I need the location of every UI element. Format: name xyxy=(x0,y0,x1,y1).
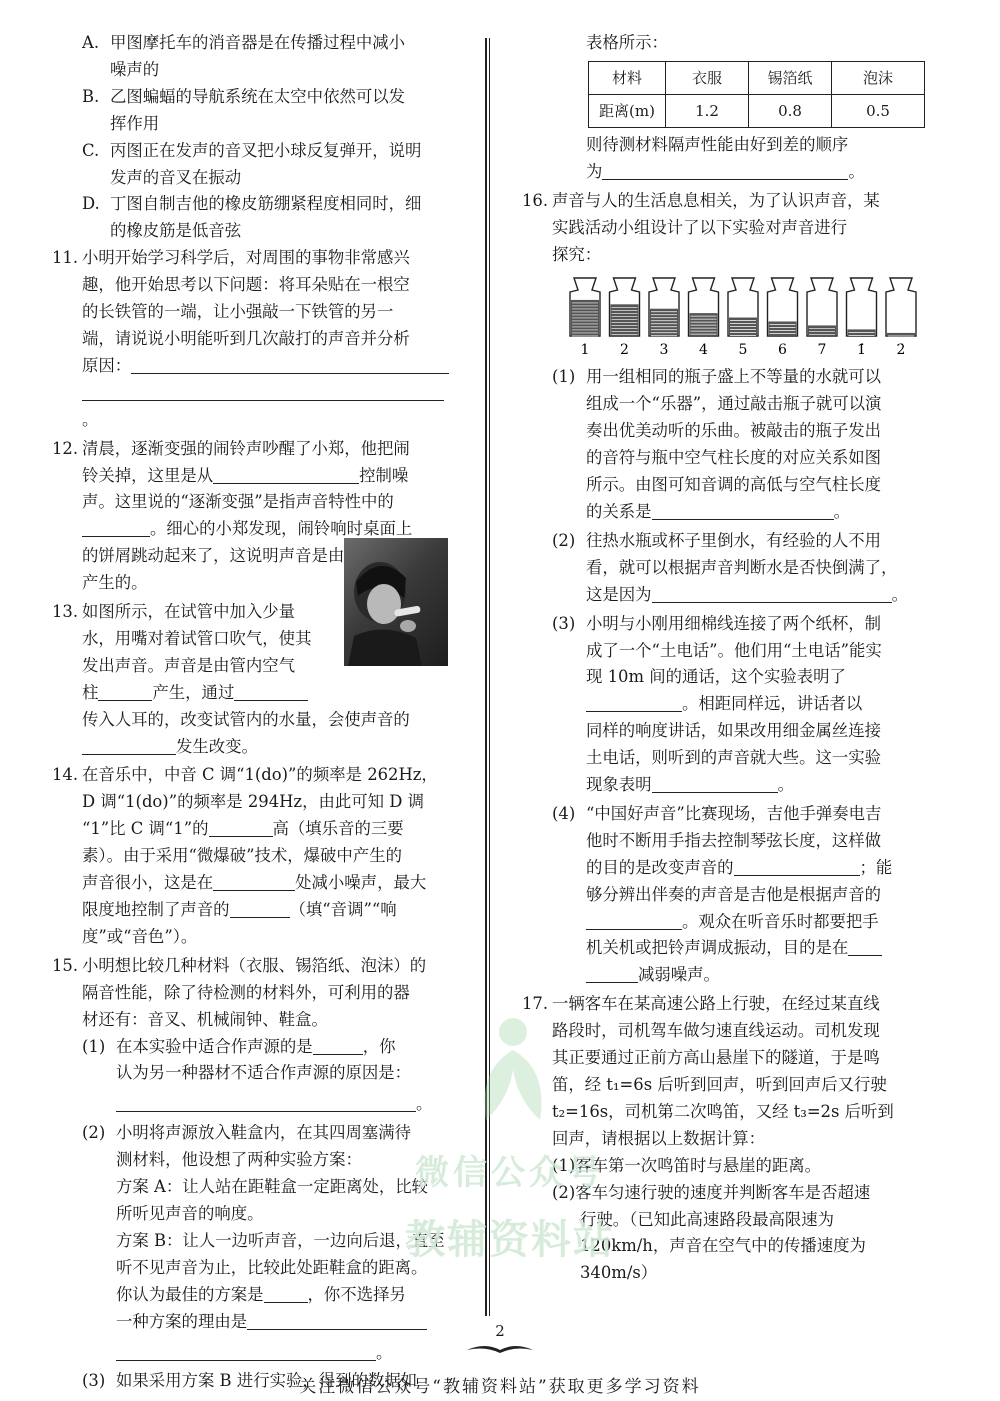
question-line: 产生，通过 xyxy=(152,682,235,702)
question-line: 实践活动小组设计了以下实验对声音进行 xyxy=(552,217,848,237)
bottle-label: 5 xyxy=(738,342,748,359)
answer-blank[interactable] xyxy=(586,911,682,930)
question-13-continued xyxy=(52,707,452,761)
question-line: ；能 xyxy=(859,857,893,877)
question-line: 水，用嘴对着试管口吹气，使其 xyxy=(82,628,312,648)
bottle-label: 3 xyxy=(659,342,669,359)
question-line: 小明将声源放入鞋盒内，在其四周塞满待 xyxy=(116,1123,412,1143)
question-number: 13. xyxy=(52,602,79,622)
question-line: 同样的响度讲话，如果改用细金属丝连接 xyxy=(586,721,882,741)
question-line: “中国好声音”比赛现场，吉他手弹奏电吉 xyxy=(586,803,882,823)
question-16-part-2 xyxy=(522,528,927,609)
bottle-label: 4 xyxy=(699,342,708,359)
question-line: 发生改变。 xyxy=(176,736,258,756)
option-label: B. xyxy=(82,86,100,106)
answer-blank[interactable] xyxy=(230,899,290,918)
water-level xyxy=(887,333,915,336)
question-line: ，你 xyxy=(362,1036,396,1056)
answer-blank[interactable] xyxy=(652,501,834,520)
question-15-part-3-continued xyxy=(522,132,927,186)
option-text: 噪声的 xyxy=(110,59,160,79)
material-table xyxy=(588,61,925,128)
question-line: 隔音性能，除了待检测的材料外，可利用的器 xyxy=(82,982,410,1002)
answer-blank[interactable] xyxy=(234,682,308,701)
question-line: 够分辨出伴奏的声音是吉他是根据声音的 xyxy=(586,884,882,904)
watermark-text: 微信公众号 xyxy=(415,1153,605,1193)
bottle-label: 2 xyxy=(620,342,629,359)
question-line: 为 xyxy=(586,161,603,181)
question-16 xyxy=(522,188,927,269)
question-line: 小明开始学习科学后，对周围的事物非常感兴 xyxy=(82,248,410,268)
question-line: 成了一个“土电话”。他们用“土电话”能实 xyxy=(586,640,882,660)
question-line: 原因： xyxy=(82,355,132,375)
question-line: 素）。由于采用“微爆破”技术，爆破中产生的 xyxy=(82,846,402,866)
photo-illustration xyxy=(344,538,448,666)
bottle xyxy=(768,278,798,358)
question-line: 如果采用方案 B 进行实验，得到的数据如 xyxy=(116,1371,418,1391)
bottle xyxy=(610,278,640,358)
question-number: 12. xyxy=(52,438,79,458)
question-line: 现象表明 xyxy=(586,775,652,795)
punctuation: 。 xyxy=(777,775,794,795)
question-line: 笛，经 t₁=6s 后听到回声，听到回声后又行驶 xyxy=(552,1075,887,1094)
question-line: 的目的是改变声音的 xyxy=(586,857,734,877)
question-16-part-3 xyxy=(522,611,927,799)
answer-blank[interactable] xyxy=(213,872,295,891)
right-column xyxy=(522,30,927,1287)
option-text: 的橡皮筋是低音弦 xyxy=(110,221,242,241)
question-line: 组成一个“乐器”，通过敲击瓶子就可以演 xyxy=(586,394,882,414)
option-a xyxy=(52,30,452,84)
question-line: 的音符与瓶中空气柱长度的对应关系如图 xyxy=(586,448,882,468)
question-line: 机关机或把铃声调成振动，目的是在 xyxy=(586,938,849,958)
question-line: 他时不断用手指去控制琴弦长度，这样做 xyxy=(586,830,882,850)
water-level xyxy=(650,309,678,336)
plan-b: 听不见声音为止，比较此处距鞋盒的距离。 xyxy=(116,1257,428,1277)
question-line: 行驶。（已知此高速路段最高限速为 xyxy=(580,1209,835,1229)
option-text: 甲图摩托车的消音器是在传播过程中减小 xyxy=(110,33,406,52)
page-number-text: 2 xyxy=(495,1322,505,1340)
left-column xyxy=(52,30,452,1395)
sub-question: (1)客车第一次鸣笛时与悬崖的距离。 xyxy=(552,1155,822,1175)
option-text: 挥作用 xyxy=(110,113,160,133)
bottle xyxy=(807,278,837,358)
question-line: 处减小噪声，最大 xyxy=(295,873,427,893)
question-line: 340m/s） xyxy=(580,1263,658,1283)
question-number: 15. xyxy=(52,955,79,975)
answer-blank[interactable] xyxy=(734,857,860,876)
answer-blank[interactable] xyxy=(82,382,444,401)
question-line: 清晨，逐渐变强的闹铃声吵醒了小郑，他把闹 xyxy=(82,438,410,458)
bottle-label: 2̇ xyxy=(896,342,906,359)
table-header-cell: 衣服 xyxy=(666,61,749,94)
question-line: 的长铁管的一端，让小强敲一下铁管的另一 xyxy=(82,302,394,322)
question-line: 路段时，司机驾车做匀速直线运动。司机发现 xyxy=(552,1021,880,1041)
answer-blank[interactable] xyxy=(652,584,892,603)
question-line: 测材料，他设想了两种实验方案： xyxy=(116,1150,362,1170)
question-line: ，你不选择另 xyxy=(307,1284,406,1304)
question-line: 回声，请根据以上数据计算： xyxy=(552,1128,766,1148)
question-line: 的关系是 xyxy=(586,501,652,521)
answer-blank[interactable] xyxy=(82,518,150,537)
bottle xyxy=(570,278,600,358)
sub-question-label: (2) xyxy=(82,1123,106,1143)
plan-b: 方案 B：让人一边听声音，一边向后退，直至 xyxy=(116,1230,445,1250)
question-10-options xyxy=(52,30,452,245)
bottle-label: 7 xyxy=(817,342,827,359)
plan-a: 所听见声音的响度。 xyxy=(116,1203,264,1223)
answer-blank[interactable] xyxy=(264,1284,308,1303)
option-text: 乙图蝙蝠的导航系统在太空中依然可以发 xyxy=(110,86,406,106)
question-line: 现 10m 间的通话，这个实验表明了 xyxy=(586,667,846,687)
answer-blank[interactable] xyxy=(213,465,359,484)
question-13 xyxy=(52,599,374,707)
question-line: t₂=16s，司机第二次鸣笛，又经 t₃=2s 后听到 xyxy=(552,1101,894,1121)
question-line: 在音乐中，中音 C 调“1(do)”的频率是 262Hz， xyxy=(82,765,438,785)
table-header-cell: 锡箔纸 xyxy=(749,61,832,94)
answer-blank[interactable] xyxy=(586,693,682,712)
bottle-label: 1̇ xyxy=(857,342,866,359)
question-number: 14. xyxy=(52,765,79,785)
question-line: 控制噪 xyxy=(359,465,409,485)
question-line: 你认为最佳的方案是 xyxy=(116,1284,264,1304)
question-line: 。观众在听音乐时都要把手 xyxy=(682,911,879,931)
question-line: 其正要通过正前方高山悬崖下的隧道，于是鸣 xyxy=(552,1048,880,1068)
answer-blank[interactable] xyxy=(313,1036,363,1055)
question-line: 一辆客车在某高速公路上行驶，在经过某直线 xyxy=(552,994,880,1014)
answer-blank[interactable] xyxy=(82,736,176,755)
question-line: 高（填乐音的三要 xyxy=(272,819,404,839)
bottle xyxy=(886,278,916,358)
question-11 xyxy=(52,245,452,433)
question-line: 探究： xyxy=(552,244,602,264)
question-number: 11. xyxy=(52,248,79,268)
answer-blank[interactable] xyxy=(131,355,449,374)
answer-blank[interactable] xyxy=(116,1093,416,1112)
question-line: 小明想比较几种材料（衣服、锡箔纸、泡沫）的 xyxy=(82,955,427,975)
option-text: 丙图正在发声的音叉把小球反复弹开，说明 xyxy=(110,140,422,160)
question-line: 发出声音。声音是由管内空气 xyxy=(82,655,296,675)
option-label: A. xyxy=(82,33,100,52)
answer-blank[interactable] xyxy=(98,682,152,701)
question-14 xyxy=(52,762,452,950)
answer-blank[interactable] xyxy=(586,964,638,983)
question-line: 度”或“音色”）。 xyxy=(82,926,198,946)
bottle-label: 6 xyxy=(778,342,787,359)
question-line: 。细心的小郑发现，闹铃响时桌面上 xyxy=(150,519,413,539)
question-line: 声音很小，这是在 xyxy=(82,873,214,893)
option-b xyxy=(52,84,452,138)
question-line: 端，请说说小明能听到几次敲打的声音并分析 xyxy=(82,328,410,348)
sub-question-label: (1) xyxy=(552,367,576,387)
table-intro: 表格所示： xyxy=(586,33,668,52)
question-line: 如图所示，在试管中加入少量 xyxy=(82,602,296,622)
table-header-cell: 泡沫 xyxy=(832,61,925,94)
question-line: 柱 xyxy=(82,682,99,702)
water-level xyxy=(690,314,718,337)
question-line: （填“音调”“响 xyxy=(289,900,397,919)
question-16-part-1 xyxy=(522,364,927,525)
answer-blank[interactable] xyxy=(652,774,778,793)
punctuation: 。 xyxy=(376,1342,393,1362)
sub-question-label: (4) xyxy=(552,803,576,823)
question-number: 16. xyxy=(522,190,549,210)
question-line: 声音与人的生活息息相关，为了认识声音，某 xyxy=(552,190,880,210)
question-line: 声。这里说的“逐渐变强”是指声音特性中的 xyxy=(82,492,394,512)
question-line: 的饼屑跳动起来了，这说明声音是由 xyxy=(82,546,345,566)
question-number: 17. xyxy=(522,994,549,1014)
sub-question-label: (3) xyxy=(82,1371,106,1391)
answer-blank[interactable] xyxy=(602,161,848,180)
question-line: 则待测材料隔声性能由好到差的顺序 xyxy=(586,134,849,154)
question-line: 限度地控制了声音的 xyxy=(82,900,230,919)
punctuation: 。 xyxy=(833,501,850,521)
bottle-figure xyxy=(566,274,927,364)
page-ornament xyxy=(465,1342,535,1354)
answer-blank[interactable] xyxy=(848,937,882,956)
question-line: 这是因为 xyxy=(586,584,652,604)
question-line: 。相距同样远，讲话者以 xyxy=(682,694,863,714)
punctuation: 。 xyxy=(416,1094,433,1114)
punctuation: 。 xyxy=(891,584,908,604)
question-line: 往热水瓶或杯子里倒水，有经验的人不用 xyxy=(586,530,882,550)
sub-question: (2)客车匀速行驶的速度并判断客车是否超速 xyxy=(552,1182,871,1202)
option-text: 发声的音叉在振动 xyxy=(110,167,242,187)
bottle xyxy=(689,278,719,358)
bottle-label: 1 xyxy=(580,342,590,359)
footer-promo-text: 关注微信公众号“教辅资料站”获取更多学习资料 xyxy=(299,1377,701,1397)
bottle xyxy=(649,278,679,358)
question-line: 产生的。 xyxy=(82,573,148,593)
table-cell: 0.8 xyxy=(749,94,832,127)
sub-question-label: (2) xyxy=(552,530,576,550)
sub-question-label: (1) xyxy=(82,1036,106,1056)
question-line: 120km/h，声音在空气中的传播速度为 xyxy=(580,1236,866,1256)
punctuation: 。 xyxy=(82,409,99,429)
question-line: 一种方案的理由是 xyxy=(116,1311,248,1331)
question-line: 奏出优美动听的乐曲。被敲击的瓶子发出 xyxy=(586,421,882,441)
bottle xyxy=(728,278,758,358)
watermark xyxy=(395,1145,625,1265)
option-text: 丁图自制吉他的橡皮筋绷紧程度相同时，细 xyxy=(110,194,422,214)
table-cell: 0.5 xyxy=(832,94,925,127)
table-cell: 1.2 xyxy=(666,94,749,127)
bottle xyxy=(847,278,877,358)
question-line: 所示。由图可知音调的高低与空气柱长度 xyxy=(586,475,882,495)
child-blowing-test-tube-photo xyxy=(344,538,448,666)
question-line: 认为另一种器材不适合作声源的原因是： xyxy=(116,1063,412,1083)
question-line: 铃关掉，这里是从 xyxy=(82,465,214,485)
question-15-part-1 xyxy=(52,1034,452,1119)
table-cell: 距离(m) xyxy=(589,94,666,127)
question-line: 小明与小刚用细棉线连接了两个纸杯，制 xyxy=(586,613,882,633)
question-line: 在本实验中适合作声源的是 xyxy=(116,1036,313,1056)
punctuation: 。 xyxy=(848,161,865,181)
page-number xyxy=(0,1322,1000,1358)
option-label: C. xyxy=(82,140,100,160)
watermark-leaf-icon xyxy=(468,1010,558,1140)
option-c xyxy=(52,138,452,192)
question-16-part-4 xyxy=(522,801,927,989)
question-line: 趣，他开始思考以下问题：将耳朵贴在一根空 xyxy=(82,275,410,295)
question-line: 看，就可以根据声音判断水是否快倒满了， xyxy=(586,557,898,577)
bottles-diagram xyxy=(566,274,926,360)
table-header-cell: 材料 xyxy=(589,61,666,94)
question-line: 土电话，则听到的声音就大些。这一实验 xyxy=(586,748,882,768)
sub-question-label: (3) xyxy=(552,613,576,633)
option-label: D. xyxy=(82,194,100,214)
plan-a: 方案 A：让人站在距鞋盒一定距离处，比较 xyxy=(116,1177,429,1197)
question-line: 用一组相同的瓶子盛上不等量的水就可以 xyxy=(586,367,882,387)
question-line: D 调“1(do)”的频率是 294Hz，由此可知 D 调 xyxy=(82,792,424,812)
watermark-text: 教辅资料站 xyxy=(405,1217,615,1263)
answer-blank[interactable] xyxy=(209,818,273,837)
question-line: “1”比 C 调“1”的 xyxy=(82,819,209,839)
question-line: 减弱噪声。 xyxy=(638,965,720,985)
option-d xyxy=(52,191,452,245)
question-line: 传入人耳的，改变试管内的水量，会使声音的 xyxy=(82,709,410,729)
question-line: 材还有：音叉、机械闹钟、鞋盒。 xyxy=(82,1009,328,1029)
question-15 xyxy=(52,953,452,1034)
